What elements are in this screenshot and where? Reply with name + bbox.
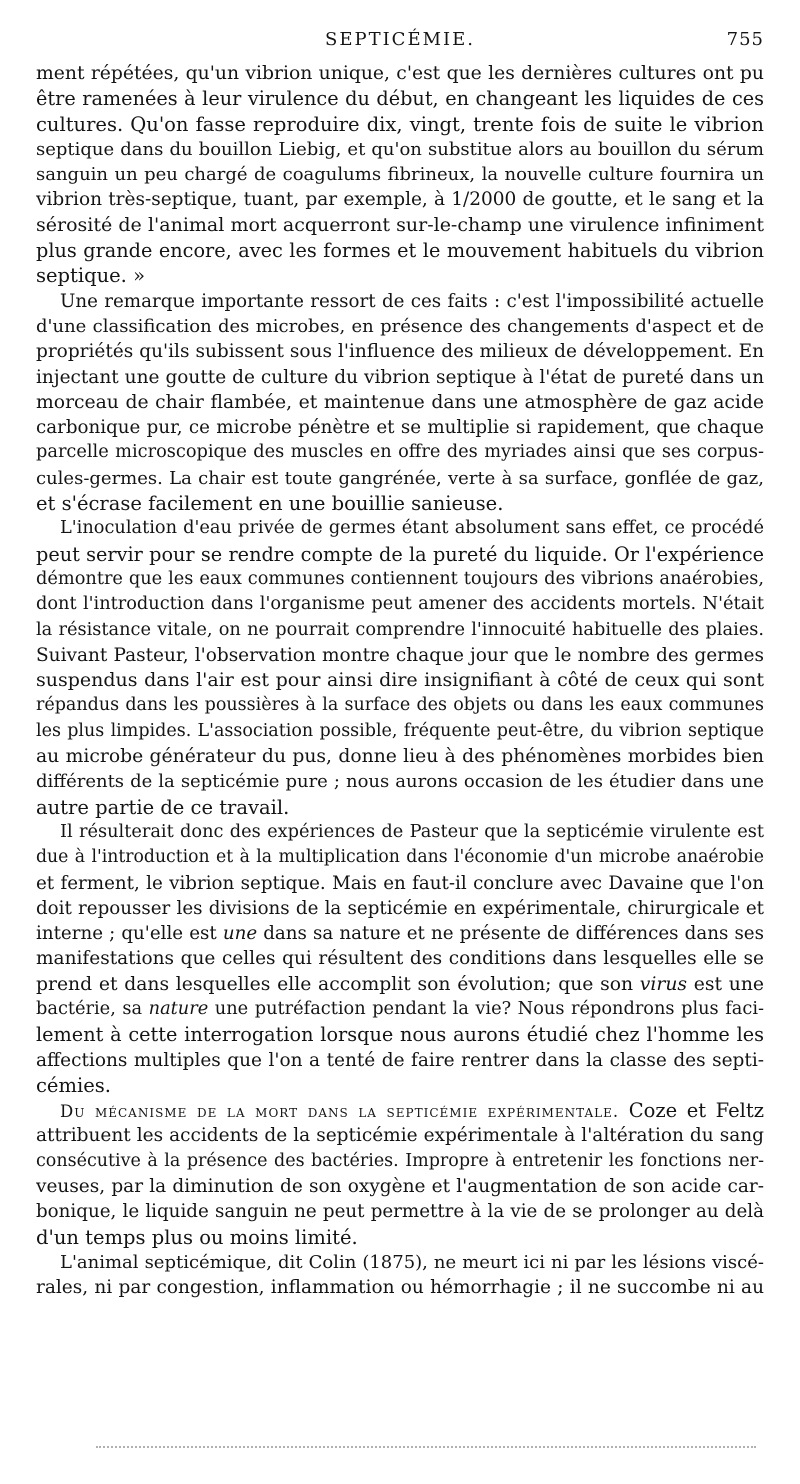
text-line: Du mécanisme de la mort dans la septicémie expérimentale. Coze et Feltz [60,1099,764,1123]
text-line: d'une classification des microbes, en présence des changements d'aspect et de [36,315,764,337]
text-line: cules-germes. La chair est toute gangrénée, verte à sa surface, gonflée de gaz, [36,467,764,489]
text-line: au microbe générateur du pus, donne lieu à des phénomènes morbides bien [36,746,764,768]
text-line: Suivant Pasteur, l'observation montre chaque jour que le nombre des germes [36,644,764,666]
text-line: L'inoculation d'eau privée de germes étant absolument sans effet, ce procédé [60,518,764,539]
text-line: due à l'introduction et à la multiplication dans l'économie d'un microbe anaérobie [36,847,764,868]
text-line: cultures. Qu'on fasse reproduire dix, vingt, trente fois de suite le vibrion [36,112,764,136]
text-line: attribuent les accidents de la septicémie expérimentale à l'altération du sang [36,1125,764,1147]
text-line: consécutive à la présence des bactéries. Impropre à entretenir les fonctions ner- [36,1150,764,1171]
text-line: doit repousser les divisions de la septicémie en expérimentale, chirurgicale et [36,897,764,919]
bottom-edge-marks [96,1446,756,1452]
text-line: dont l'introduction dans l'organisme peut amener des accidents mortels. N'était [36,594,764,615]
emphasis: virus [639,973,688,995]
text-line: d'un temps plus ou moins limité. [36,1225,358,1249]
text-line: et ferment, le vibrion septique. Mais en faut-il conclure avec Davaine que l'on [36,872,764,894]
text-line: la résistance vitale, on ne pourrait comprendre l'innocuité habituelle des plaies. [36,619,764,640]
text-line: injectant une goutte de culture du vibrion septique à l'état de pureté dans un [36,366,764,388]
text-line: propriétés qu'ils subissent sous l'influence des milieux de développement. En [36,341,764,363]
text-line: suspendus dans l'air est pour ainsi dire insignifiant à côté de ceux qui sont [36,669,764,692]
text-line: L'animal septicémique, dit Colin (1875), ne meurt ici ni par les lésions viscé- [60,1251,764,1273]
text-line: Une remarque importante ressort de ces faits : c'est l'impossibilité actuelle [60,290,764,312]
text-line: sanguin un peu chargé de coagulums fibrineux, la nouvelle culture fournira un [36,164,764,186]
text-line: veuses, par la diminution de son oxygène et l'augmentation de son acide car- [36,1176,764,1198]
text-line: morceau de chair flambée, et maintenue dans une atmosphère de gaz acide [36,391,764,413]
text-line: répandus dans les poussières à la surface des objets ou dans les eaux communes [36,695,764,716]
text-line: ment répétées, qu'un vibrion unique, c'est que les dernières cultures ont pu [36,63,764,84]
text-line: démontre que les eaux communes contiennent toujours des vibrions anaérobies, [36,568,764,589]
text-line: être ramenées à leur virulence du début, en changeant les liquides de ces [36,87,764,111]
text-line: carbonique pur, ce microbe pénètre et se multiplie si rapidement, que chaque [36,417,764,439]
text-line: manifestations que celles qui résultent des conditions dans lesquelles elle se [36,948,764,970]
text-line: bactérie, sa nature une putréfaction pendant la vie? Nous répondrons plus faci- [36,998,764,1019]
text-line: lement à cette interrogation lorsque nous aurons étudié chez l'homme les [36,1023,764,1047]
text-line: les plus limpides. L'association possible, fréquente peut-être, du vibrion septique [36,720,764,741]
text-line: peut servir pour se rendre compte de la pureté du liquide. Or l'expérience [36,542,764,566]
text-line: plus grande encore, avec les formes et le mouvement habituels du vibrion [36,239,764,263]
text-line: cémies. [36,1073,111,1097]
text-line: septique dans du bouillon Liebig, et qu'on substitue alors au bouillon du sérum [36,138,764,160]
section-heading: Du mécanisme de la mort dans la septicémie expérimentale. [60,1102,620,1122]
body-text [36,61,764,1301]
book-page [36,0,764,1484]
text-line: et s'écrase facilement en une bouillie sanieuse. [36,492,504,516]
text-line: parcelle microscopique des muscles en offre des myriades ainsi que ses corpus- [36,442,764,463]
emphasis: une [222,923,258,945]
text-line: différents de la septicémie pure ; nous aurons occasion de les étudier dans une [36,771,764,793]
text-line: prend et dans lesquelles elle accomplit son évolution; que son virus est une [36,973,764,995]
text-line: septique. » [36,264,146,288]
text-line: sérosité de l'animal mort acquerront sur-le-champ une virulence infiniment [36,213,764,236]
emphasis: nature [148,998,209,1019]
text-line: Il résulterait donc des expériences de Pasteur que la septicémie virulente est [60,821,764,842]
running-head [36,29,764,55]
page-number: 755 [726,29,764,50]
running-title: SEPTICÉMIE. [324,29,475,50]
text-line: affections multiples que l'on a tenté de faire rentrer dans la classe des septi- [36,1049,764,1071]
text-line: vibrion très-septique, tuant, par exemple, à 1/2000 de goutte, et le sang et la [36,189,764,211]
text-line: autre partie de ce travail. [36,795,290,819]
text-line: bonique, le liquide sanguin ne peut permettre à la vie de se prolonger au delà [36,1201,764,1223]
text-line: rales, ni par congestion, inflammation ou hémorrhagie ; il ne succombe ni au [36,1277,764,1299]
text-line: interne ; qu'elle est une dans sa nature et ne présente de différences dans ses [36,923,764,945]
